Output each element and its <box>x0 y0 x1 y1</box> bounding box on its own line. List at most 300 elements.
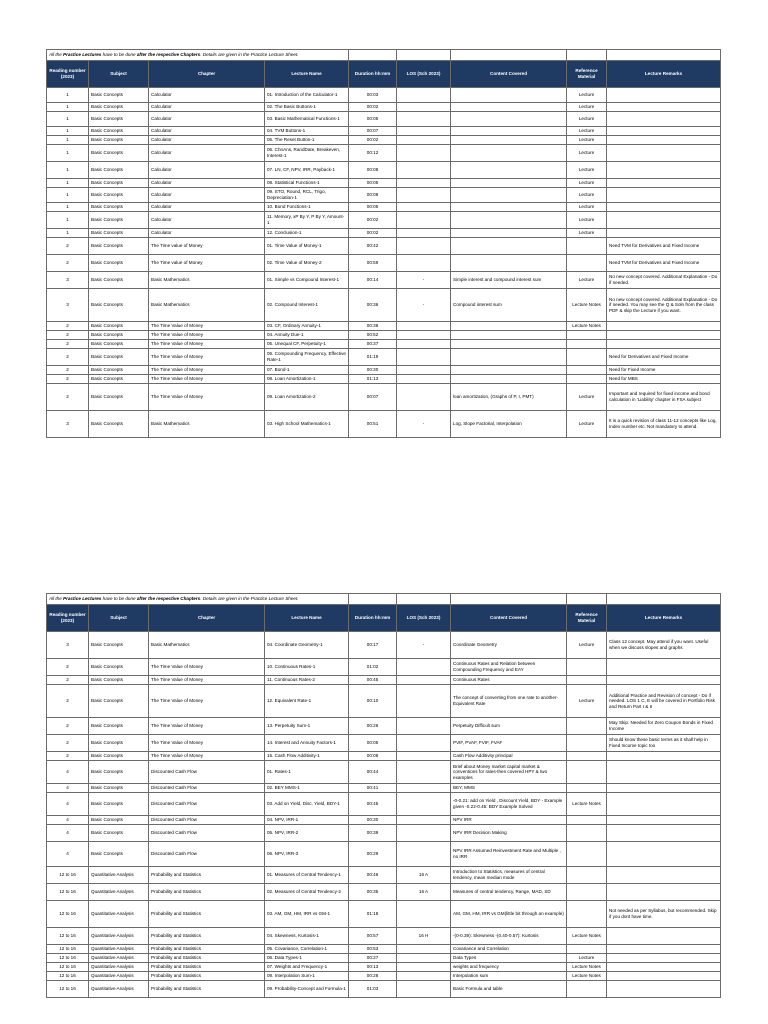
cell-content-covered: Perpetuity Difficult sum <box>451 718 567 735</box>
cell-lecture-remarks <box>607 203 721 212</box>
table-row <box>47 340 721 349</box>
cell-chapter: Probability and Statistics <box>149 945 265 954</box>
table-row <box>47 375 721 384</box>
cell-chapter: The Time value of Money <box>149 238 265 255</box>
cell-content-covered: Measures of central tendency, Range, MAD, SD <box>451 884 567 901</box>
cell-los <box>397 88 451 103</box>
cell-reference-material: Lecture <box>567 112 607 127</box>
cell-duration: 00:07 <box>349 384 397 411</box>
cell-los <box>397 340 451 349</box>
cell-reference-material <box>567 825 607 842</box>
cell-duration: 01:19 <box>349 349 397 366</box>
cell-subject: Basic Concepts <box>89 212 149 229</box>
cell-subject: Basic Concepts <box>89 784 149 793</box>
cell-reading-number: 1 <box>47 88 89 103</box>
cell-lecture-remarks: Need TVM for Derivatives and Fixed Income <box>607 255 721 272</box>
cell-los <box>397 229 451 238</box>
cell-lecture-remarks <box>607 676 721 685</box>
cell-lecture-name: 02. BEY MMS-1 <box>265 784 349 793</box>
cell-duration: 01:18 <box>349 901 397 928</box>
cell-reference-material: Lecture <box>567 685 607 718</box>
cell-duration: 00:02 <box>349 212 397 229</box>
cell-subject: Quantitative Analysis <box>89 901 149 928</box>
cell-duration: 00:05 <box>349 735 397 752</box>
cell-subject: Quantitative Analysis <box>89 972 149 981</box>
cell-reference-material: Lecture <box>567 411 607 438</box>
cell-reading-number: 1 <box>47 179 89 188</box>
table-row <box>47 349 721 366</box>
cell-subject: Quantitative Analysis <box>89 954 149 963</box>
cell-subject: Basic Concepts <box>89 179 149 188</box>
cell-content-covered: -0-0.21: add on Yield , Discount Yield, BDY - Example given -0.22-0.45: BDY Example Solved <box>451 793 567 816</box>
cell-lecture-remarks: No new concept covered. Additional Explanation - Do if needed. <box>607 272 721 289</box>
cell-content-covered <box>451 212 567 229</box>
cell-subject: Basic Concepts <box>89 816 149 825</box>
cell-reading-number: 1 <box>47 188 89 203</box>
practice-note-b1: Practice Lectures <box>63 52 102 58</box>
cell-content-covered <box>451 366 567 375</box>
cell-los: 16 H <box>397 928 451 945</box>
cell-content-covered: Cash Flow Additivity principal <box>451 752 567 761</box>
cell-lecture-remarks: Need for Derivatives and Fixed Income <box>607 349 721 366</box>
cell-reference-material: Lecture Notes <box>567 289 607 322</box>
cell-lecture-remarks: Should know these basic terms as it shall help in Fixed Income topic too <box>607 735 721 752</box>
cell-lecture-name: 04. Skewness, Kurtosis-1 <box>265 928 349 945</box>
cell-subject: Basic Concepts <box>89 88 149 103</box>
cell-content-covered <box>451 179 567 188</box>
cell-lecture-name: 07. LN, CF, NPV, IRR, Payback-1 <box>265 162 349 179</box>
cell-reference-material: Lecture <box>567 88 607 103</box>
cell-content-covered: weights and frequency <box>451 963 567 972</box>
cell-lecture-remarks <box>607 963 721 972</box>
cell-subject: Quantitative Analysis <box>89 963 149 972</box>
cell-reading-number: 4 <box>47 784 89 793</box>
cell-chapter: The Time value of Money <box>149 255 265 272</box>
cell-chapter: The Time Value of Money <box>149 718 265 735</box>
lecture-sheet-page-2 <box>46 593 720 998</box>
cell-reference-material: Lecture <box>567 203 607 212</box>
cell-content-covered <box>451 112 567 127</box>
cell-subject: Quantitative Analysis <box>89 945 149 954</box>
cell-duration: 00:28 <box>349 972 397 981</box>
cell-los <box>397 255 451 272</box>
cell-duration: 00:03 <box>349 88 397 103</box>
empty-cell <box>349 50 397 61</box>
header-row <box>47 61 721 88</box>
cell-lecture-name: 02. The Basic Buttons-1 <box>265 103 349 112</box>
cell-lecture-remarks <box>607 127 721 136</box>
cell-chapter: The Time Value of Money <box>149 375 265 384</box>
header-chapter: Chapter <box>149 61 265 88</box>
cell-duration: 00:51 <box>349 411 397 438</box>
cell-chapter: The Time Value of Money <box>149 322 265 331</box>
cell-reference-material: Lecture Notes <box>567 963 607 972</box>
cell-duration: 00:35 <box>349 884 397 901</box>
cell-subject: Basic Concepts <box>89 366 149 375</box>
table-row <box>47 825 721 842</box>
cell-content-covered: Covariance and Correlation <box>451 945 567 954</box>
cell-reference-material: Lecture <box>567 145 607 162</box>
empty-cell <box>397 50 451 61</box>
cell-reference-material <box>567 238 607 255</box>
cell-content-covered: The concept of converting from one rate to another-Equivalent Rate <box>451 685 567 718</box>
cell-lecture-remarks <box>607 136 721 145</box>
cell-reading-number: 3 <box>47 411 89 438</box>
cell-content-covered: PVIF, PVAF, FVIF, FVAF <box>451 735 567 752</box>
cell-reading-number: 2 <box>47 659 89 676</box>
cell-lecture-name: 11. Memory, xP By Y, P By Y, Amount-1 <box>265 212 349 229</box>
table-row <box>47 884 721 901</box>
cell-los: 16 A <box>397 884 451 901</box>
header-reading-number: Reading number (2023) <box>47 61 89 88</box>
cell-los <box>397 112 451 127</box>
cell-reference-material <box>567 375 607 384</box>
empty-cell <box>567 594 607 605</box>
cell-lecture-name: 12. Equivalent Rate-1 <box>265 685 349 718</box>
table-row <box>47 842 721 867</box>
cell-lecture-name: 05. The Reset Button-1 <box>265 136 349 145</box>
cell-reading-number: 4 <box>47 825 89 842</box>
cell-duration: 00:27 <box>349 954 397 963</box>
cell-chapter: Discounted Cash Flow <box>149 761 265 784</box>
table-row <box>47 289 721 322</box>
cell-chapter: Probability and Statistics <box>149 884 265 901</box>
practice-note-b1: Practice Lectures <box>63 596 102 602</box>
cell-reference-material: Lecture Notes <box>567 928 607 945</box>
cell-duration: 00:30 <box>349 816 397 825</box>
cell-content-covered: Brief about Money market capital market & conventions for rates-then covered HPY & two examples <box>451 761 567 784</box>
cell-lecture-name: 07. Weights and Frequency-1 <box>265 963 349 972</box>
cell-lecture-name: 08. Interpolation Sum-1 <box>265 972 349 981</box>
cell-los <box>397 761 451 784</box>
cell-chapter: Calculator <box>149 145 265 162</box>
practice-note-b2: after the respective Chapters <box>136 52 201 58</box>
cell-lecture-remarks <box>607 928 721 945</box>
cell-reference-material: Lecture <box>567 272 607 289</box>
cell-los <box>397 322 451 331</box>
cell-subject: Basic Concepts <box>89 255 149 272</box>
cell-subject: Basic Concepts <box>89 735 149 752</box>
table-row <box>47 188 721 203</box>
cell-lecture-remarks: Need for MBS <box>607 375 721 384</box>
cell-duration: 00:45 <box>349 676 397 685</box>
lecture-table <box>46 593 721 998</box>
cell-reference-material: Lecture <box>567 632 607 659</box>
practice-note <box>47 50 349 61</box>
cell-subject: Basic Concepts <box>89 659 149 676</box>
cell-duration: 00:17 <box>349 632 397 659</box>
cell-subject: Basic Concepts <box>89 676 149 685</box>
table-row <box>47 981 721 998</box>
cell-lecture-name: 10. Continuous Rates-1 <box>265 659 349 676</box>
table-row <box>47 718 721 735</box>
cell-duration: 00:13 <box>349 963 397 972</box>
cell-los <box>397 145 451 162</box>
cell-content-covered <box>451 162 567 179</box>
practice-note-row <box>47 594 721 605</box>
cell-duration: 00:39 <box>349 825 397 842</box>
header-chapter: Chapter <box>149 605 265 632</box>
cell-content-covered: Coordinate Geometry <box>451 632 567 659</box>
cell-duration: 00:10 <box>349 685 397 718</box>
practice-note-part2: have to be done <box>101 52 137 58</box>
cell-duration: 00:07 <box>349 127 397 136</box>
cell-reading-number: 1 <box>47 145 89 162</box>
cell-reading-number: 12 to 16 <box>47 928 89 945</box>
cell-reference-material <box>567 884 607 901</box>
cell-lecture-remarks <box>607 972 721 981</box>
cell-reference-material: Lecture <box>567 229 607 238</box>
cell-reading-number: 12 to 16 <box>47 981 89 998</box>
cell-subject: Basic Concepts <box>89 272 149 289</box>
cell-reading-number: 3 <box>47 289 89 322</box>
table-row <box>47 103 721 112</box>
cell-duration: 00:59 <box>349 255 397 272</box>
cell-los <box>397 162 451 179</box>
cell-los <box>397 103 451 112</box>
cell-lecture-remarks: Class 12 concept. May attend if you want. Useful when we discuss slopes and graphs <box>607 632 721 659</box>
cell-duration: 00:36 <box>349 289 397 322</box>
cell-chapter: Probability and Statistics <box>149 901 265 928</box>
cell-reading-number: 2 <box>47 685 89 718</box>
cell-chapter: Calculator <box>149 88 265 103</box>
cell-lecture-name: 01. Introduction of the Calculator-1 <box>265 88 349 103</box>
cell-reading-number: 1 <box>47 103 89 112</box>
cell-reading-number: 12 to 16 <box>47 972 89 981</box>
header-subject: Subject <box>89 61 149 88</box>
header-subject: Subject <box>89 605 149 632</box>
table-row <box>47 331 721 340</box>
table-row <box>47 752 721 761</box>
cell-reference-material: Lecture <box>567 954 607 963</box>
cell-duration: 00:41 <box>349 784 397 793</box>
table-row <box>47 676 721 685</box>
cell-subject: Basic Concepts <box>89 289 149 322</box>
cell-lecture-name: 04. TVM Buttons-1 <box>265 127 349 136</box>
cell-lecture-name: 11. Continuous Rates-2 <box>265 676 349 685</box>
cell-subject: Basic Concepts <box>89 752 149 761</box>
cell-content-covered: Compound interest sum <box>451 289 567 322</box>
cell-chapter: Calculator <box>149 188 265 203</box>
cell-lecture-remarks <box>607 761 721 784</box>
cell-duration: 00:45 <box>349 793 397 816</box>
cell-los: 16 A <box>397 867 451 884</box>
cell-reading-number: 2 <box>47 366 89 375</box>
cell-content-covered: Introduction to Statistics, measures of central tendency, mean median mode <box>451 867 567 884</box>
cell-lecture-name: 04. Annuity Due-1 <box>265 331 349 340</box>
practice-note-part3: . Details are given in the Practice Lecture Sheet. <box>200 596 299 602</box>
cell-content-covered <box>451 203 567 212</box>
table-row <box>47 136 721 145</box>
cell-subject: Basic Concepts <box>89 127 149 136</box>
table-row <box>47 112 721 127</box>
cell-los <box>397 659 451 676</box>
practice-note-part1: All the <box>49 596 64 602</box>
cell-lecture-name: 03. High School Mathematics-1 <box>265 411 349 438</box>
cell-subject: Basic Concepts <box>89 103 149 112</box>
cell-lecture-remarks <box>607 145 721 162</box>
cell-subject: Basic Concepts <box>89 322 149 331</box>
cell-los <box>397 384 451 411</box>
cell-reading-number: 1 <box>47 136 89 145</box>
cell-duration: 00:29 <box>349 842 397 867</box>
cell-reference-material <box>567 676 607 685</box>
cell-reading-number: 1 <box>47 112 89 127</box>
header-lecture-name: Lecture Name <box>265 605 349 632</box>
cell-chapter: Discounted Cash Flow <box>149 793 265 816</box>
cell-reading-number: 2 <box>47 718 89 735</box>
cell-chapter: The Time Value of Money <box>149 349 265 366</box>
cell-reference-material: Lecture <box>567 179 607 188</box>
header-duration: Duration hh:mm <box>349 61 397 88</box>
cell-chapter: Probability and Statistics <box>149 867 265 884</box>
cell-reading-number: 12 to 16 <box>47 945 89 954</box>
cell-content-covered: AM, GM, HM, IRR vs GM(little bit through an example) <box>451 901 567 928</box>
cell-duration: 00:37 <box>349 340 397 349</box>
lecture-table <box>46 49 721 438</box>
practice-note-part1: All the <box>49 52 64 58</box>
cell-content-covered: NPV IRR <box>451 816 567 825</box>
cell-reference-material: Lecture <box>567 162 607 179</box>
cell-lecture-remarks: Important and required for fixed income and bond calculation in 'Liability' chapter in FSA subject <box>607 384 721 411</box>
cell-lecture-remarks <box>607 103 721 112</box>
cell-reading-number: 2 <box>47 238 89 255</box>
cell-chapter: Calculator <box>149 112 265 127</box>
table-row <box>47 212 721 229</box>
cell-los <box>397 136 451 145</box>
cell-chapter: The Time Value of Money <box>149 384 265 411</box>
empty-cell <box>607 50 721 61</box>
cell-lecture-name: 05. Unequal CF, Perpetuity-1 <box>265 340 349 349</box>
cell-lecture-remarks <box>607 867 721 884</box>
cell-los <box>397 901 451 928</box>
practice-note-b2: after the respective Chapters <box>136 596 201 602</box>
lecture-sheet-page-1 <box>46 49 720 438</box>
cell-chapter: The Time Value of Money <box>149 752 265 761</box>
cell-reference-material <box>567 349 607 366</box>
cell-duration: 00:38 <box>349 322 397 331</box>
cell-reference-material: Lecture <box>567 136 607 145</box>
practice-note <box>47 594 349 605</box>
cell-lecture-name: 10. Bond Functions-1 <box>265 203 349 212</box>
practice-note-row <box>47 50 721 61</box>
cell-lecture-remarks: May Skip. Needed for Zero Coupon Bonds in Fixed Income <box>607 718 721 735</box>
cell-lecture-name: 02. Measures of Central Tendency-2 <box>265 884 349 901</box>
cell-chapter: The Time Value of Money <box>149 331 265 340</box>
cell-los <box>397 945 451 954</box>
cell-lecture-remarks <box>607 331 721 340</box>
cell-lecture-name: 05. NPV, IRR-2 <box>265 825 349 842</box>
cell-content-covered <box>451 375 567 384</box>
cell-content-covered: Continuous Rates <box>451 676 567 685</box>
cell-los <box>397 203 451 212</box>
cell-chapter: The Time Value of Money <box>149 366 265 375</box>
cell-lecture-name: 03. CF, Ordinary Annuity-1 <box>265 322 349 331</box>
cell-lecture-name: 05. Covariance, Correlation-1 <box>265 945 349 954</box>
cell-chapter: Calculator <box>149 229 265 238</box>
cell-duration: 00:26 <box>349 718 397 735</box>
cell-reading-number: 1 <box>47 229 89 238</box>
cell-chapter: Probability and Statistics <box>149 954 265 963</box>
empty-cell <box>451 50 567 61</box>
cell-reference-material <box>567 255 607 272</box>
empty-cell <box>567 50 607 61</box>
cell-lecture-remarks: Additional Practice and Revision of concept - Do if needed. LOS 1 C, E will be covered in Portfolio Risk and Return Part I & II <box>607 685 721 718</box>
cell-lecture-name: 01. Simple vs Compound Interest-1 <box>265 272 349 289</box>
cell-duration: 00:53 <box>349 945 397 954</box>
cell-content-covered: Basic Formula and table <box>451 981 567 998</box>
cell-lecture-remarks <box>607 945 721 954</box>
header-reading-number: Reading number (2023) <box>47 605 89 632</box>
cell-reference-material <box>567 901 607 928</box>
cell-reading-number: 4 <box>47 761 89 784</box>
cell-subject: Basic Concepts <box>89 162 149 179</box>
cell-reference-material <box>567 867 607 884</box>
table-row <box>47 761 721 784</box>
cell-reference-material <box>567 735 607 752</box>
cell-reading-number: 1 <box>47 212 89 229</box>
cell-reading-number: 2 <box>47 255 89 272</box>
table-row <box>47 685 721 718</box>
cell-lecture-remarks <box>607 340 721 349</box>
cell-subject: Quantitative Analysis <box>89 884 149 901</box>
cell-content-covered: Interpolation sum <box>451 972 567 981</box>
cell-duration: 00:12 <box>349 145 397 162</box>
cell-los <box>397 238 451 255</box>
cell-chapter: The Time Value of Money <box>149 340 265 349</box>
cell-chapter: Discounted Cash Flow <box>149 825 265 842</box>
header-lecture-remarks: Lecture Remarks <box>607 61 721 88</box>
cell-duration: 00:08 <box>349 162 397 179</box>
table-row <box>47 229 721 238</box>
cell-content-covered <box>451 255 567 272</box>
cell-reference-material: Lecture Notes <box>567 322 607 331</box>
cell-los: - <box>397 272 451 289</box>
cell-lecture-name: 02. Time Value of Money-2 <box>265 255 349 272</box>
table-row <box>47 272 721 289</box>
cell-chapter: Calculator <box>149 212 265 229</box>
cell-lecture-name: 08. Statistical Functions-1 <box>265 179 349 188</box>
cell-reference-material <box>567 659 607 676</box>
table-row <box>47 322 721 331</box>
cell-content-covered: NPV IRR Decision Making <box>451 825 567 842</box>
cell-chapter: Discounted Cash Flow <box>149 784 265 793</box>
cell-lecture-name: 06. Data Types-1 <box>265 954 349 963</box>
table-row <box>47 954 721 963</box>
cell-duration: 01:02 <box>349 659 397 676</box>
cell-duration: 00:02 <box>349 103 397 112</box>
cell-lecture-remarks: No new concept covered. Additional Explanation - Do if needed. You may see the Q & Soln from the class PDF & skip the Lecture if you want. <box>607 289 721 322</box>
cell-subject: Basic Concepts <box>89 761 149 784</box>
cell-content-covered <box>451 331 567 340</box>
table-row <box>47 127 721 136</box>
cell-subject: Basic Concepts <box>89 340 149 349</box>
cell-duration: 00:46 <box>349 867 397 884</box>
cell-duration: 00:08 <box>349 188 397 203</box>
cell-content-covered: Simple interest and compound interest sum <box>451 272 567 289</box>
table-row <box>47 255 721 272</box>
cell-los: - <box>397 289 451 322</box>
cell-subject: Basic Concepts <box>89 384 149 411</box>
cell-duration: 00:02 <box>349 229 397 238</box>
cell-reference-material <box>567 842 607 867</box>
cell-content-covered: Data Types <box>451 954 567 963</box>
cell-reading-number: 12 to 16 <box>47 901 89 928</box>
cell-lecture-name: 07. Bond-1 <box>265 366 349 375</box>
cell-duration: 00:14 <box>349 272 397 289</box>
cell-reading-number: 12 to 16 <box>47 954 89 963</box>
cell-chapter: Calculator <box>149 103 265 112</box>
